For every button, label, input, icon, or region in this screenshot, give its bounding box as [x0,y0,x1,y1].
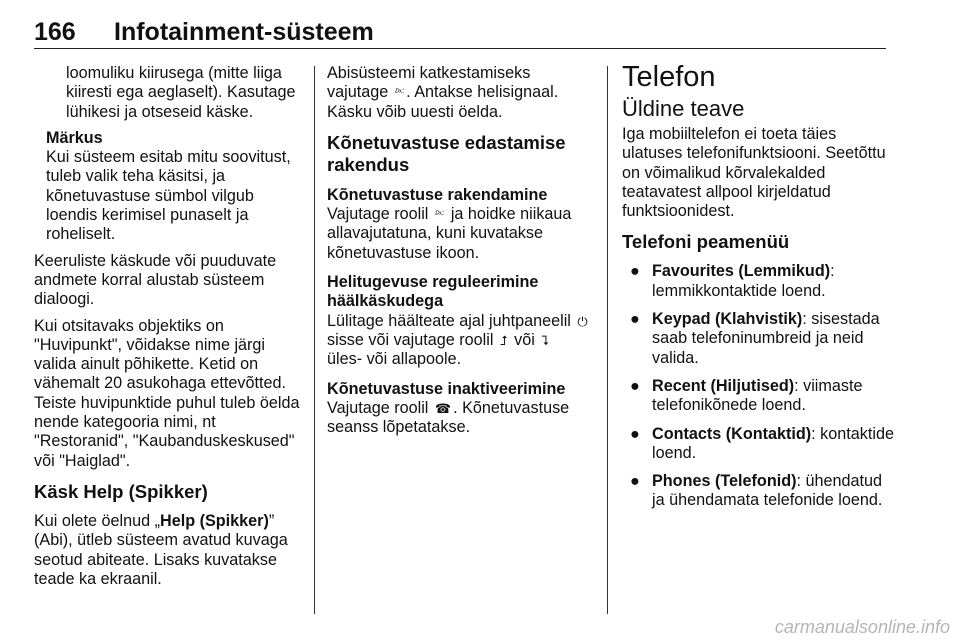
watermark: carmanualsonline.info [774,617,950,637]
phone-menu-list [622,262,894,510]
volume-down-icon: ⮧ [541,332,549,348]
paragraph-deactivate: Vajutage roolil ☎ . Kõnetuvastuse seanss lõpetatakse. [327,398,570,437]
heading-deactivate: Kõnetuvastuse inaktiveerimine [327,379,566,398]
heading-phone: Telefon [622,61,716,93]
heading-activate: Kõnetuvastuse rakendamine [327,185,548,204]
heading-volume: Helitugevuse reguleerimine häälkäskudega [327,273,539,311]
note-title: Märkus [46,128,103,147]
chapter-title: Infotainment-süsteem [114,18,374,46]
column-divider-2 [607,66,608,614]
note-body: Kui süsteem esitab mitu soovitust, tuleb valik teha käsitsi, ja kõnetuvastuse sümbol vilgub loendis kerimisel punaselt ja roheliselt. [46,148,291,244]
column-3 [622,61,894,520]
column-1 [34,64,304,596]
continued-paragraph: loomuliku kiirusega (mitte liiga kiiresti ega aeglaselt). Kasutage lühikesi ja otseseid käske. [66,64,296,121]
paragraph-help: Kui olete öelnud „Help (Spikker)” (Abi), ütleb süsteem avatud kuvaga seotud abiteate. Lisaks kuvatakse teade ka ekraanil. [34,511,288,588]
bullet-icon: ● [630,262,640,281]
page-header [34,18,886,50]
list-item: ● Favourites (Lemmikud): lemmikkontaktide loend. [630,262,835,300]
heading-phone-menu: Telefoni peamenüü [622,231,790,253]
paragraph-dialog: Keeruliste käskude või puuduvate andmete korral alustab süsteem dialoogi. [34,251,277,309]
list-item: ● Contacts (Kontaktid): kontaktide loend. [630,424,894,462]
column-divider-1 [314,66,315,614]
bullet-icon: ● [630,424,640,443]
list-item: ● Phones (Telefonid): ühendatud ja ühendamata telefonide loend. [630,472,883,510]
bullet-icon: ● [630,310,640,329]
paragraph-volume: Lülitage häälteate ajal juhtpaneelil ⏻ sisse või vajutage roolil ⮥ või ⮧ üles- või allapoole. [327,311,588,369]
header-rule [34,48,886,49]
voice-recognition-icon: 𝄊 [434,207,445,223]
paragraph-general: Iga mobiiltelefon ei toeta täies ulatuses telefonifunktsiooni. Seetõttu on võimalikud kõrvalekalded teatavatest allpool kirjeldatud funktsioonidest. [622,125,886,221]
paragraph-cancel-help: Abisüsteemi katkestamiseks vajutage 𝄊 . Antakse helisignaal. Käsku võib uuesti öelda. [327,64,559,121]
volume-up-icon: ⮥ [499,332,508,348]
paragraph-activate: Vajutage roolil 𝄊 ja hoidke niikaua allavajutatuna, kuni kuvatakse kõnetuvastuse ikoon. [327,205,572,262]
heading-passthrough: Kõnetuvastuse edastamise rakendus [327,131,566,175]
heading-general: Üldine teave [622,96,745,121]
heading-help: Käsk Help (Spikker) [34,480,208,502]
bullet-icon: ● [630,376,640,395]
hang-up-icon: ☎ [434,400,452,416]
page-number: 166 [34,18,76,46]
paragraph-poi: Kui otsitavaks objektiks on "Huvipunkt", võidakse nime järgi valida ainult põhikette. Ketid on vähemalt 20 asukohaga ettevõtted. Teiste huvipunktide puhul tuleb öelda nende kategooria nimi, nt "Restoranid", "Kaubanduskeskused" või "Haiglad". [34,316,300,470]
volume-knob-icon: ⏻ [577,313,588,329]
voice-recognition-icon: 𝄊 [394,85,405,101]
list-item: ● Keypad (Klahvistik): sisestada saab telefoninumbreid ja neid valida. [630,310,880,367]
list-item: ● Recent (Hiljutised): viimaste telefonikõnede loend. [630,376,863,415]
column-2 [327,64,597,444]
bullet-icon: ● [630,472,640,491]
